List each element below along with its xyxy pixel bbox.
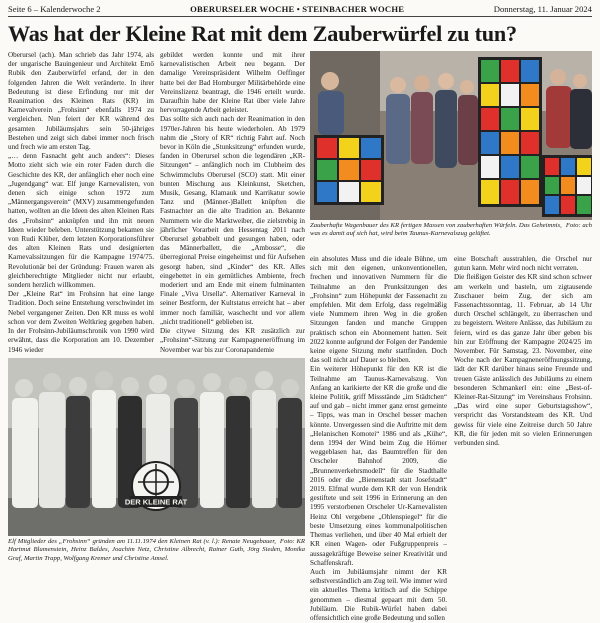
cube-grid-left — [314, 135, 384, 205]
paragraph: Das sollte sich auch nach der Reanimation in den 1970er-Jahren bis heute wiederholen. Ab 1979 nahm die „Story of KR“ richtig Fahrt auf. Noch bevor in Köln die „Stunksitzung“ erfunden wurde, fanden in Oberursel schon die legendären „KR-Sitzungen“ – anfänglich noch im Clubheim des Schwimmclubs Oberursel (SCO) statt. Mit einer bunten Mischung aus Kleinkunst, Sketchen, Musik, Gesang, Klamauk und Karrikatur sowie Tanz und (Männer-)Ballett knüpften die Fastnachter an die alte Tradition an. Bekannte Nummern wie die Marktweiber, die zielstrebig in jährlicher Vorarbeit den Hessentag 2011 nach Oberursel gebabbelt und gesungen haben, oder das Männerballett, die „Ambosse“, die überregional Preise eingeheimst und für Aufsehen gesorgt haben, sind „Kinder“ des KR. Alles eingebettet in ein gemütliches Ambiente, frech moderiert und am Ende mit einem fulminanten Finale „Viva Ursella“. Alternativer Karneval in seiner Bestform, der Kultstatus erreicht hat – aber immer noch familiär, waschecht und vor allem „nicht traditionell“ geblieben ist. — [160, 115, 305, 326]
paragraph: Die fleißigen Geister des KR sind schon schwer am werkeln und basteln, um zigtausende Zuschauer beim Zug, der sich am Fassenachtssonntag, 11. Februar, ab 14 Uhr durch Orschel schlängelt, zu überraschen und zu begeistern. Weitere Anlässe, das Jubiläum zu feiern, wird es das ganze Jahr über geben bis hin zur Eröffnung der Kampagne 2024/25 im November. Für Samstag, 23. November, eine Woche nach der Kampagneneröffnungssitzung, lädt der KR darüber hinaus seine Freunde und treuen Gäste anlässlich des Jubiläums zu einem besonderen Schmankerl ein: eine „Best-of-Kleiner-Rat-Sitzung“ im Vereinshaus Frohsinn. „Das wird eine super Geburtstagsshow“, verspricht das Vorstandsteam des KR. Und gewiss für viele eine Zeitreise durch 50 Jahre KR, die für jeden mit so vielen Erinnerungen verbunden sind. — [454, 273, 592, 448]
paragraph: Ein weiterer Höhepunkt für den KR ist die Teilnahme am Taunus-Karnevalszug. Von Anfang an karikierte der KR die große und die kleine Politik, griff Missstände „im Städtchen“ auf und gab – nicht immer ganz ernst gemeinte – Tipps, was man in Orschel besser machen könnte. Unvergessen sind die Auftritte mit dem „Helanischen Komotei“ 1986 und als „Kühe“, denn 1994 der Wind beim Zug die Hörner weggeblasen hat, das Baumtreffen für den Orscheler Bahnhof 2009, die „Brunnenverkehrsmodell“ für die Stadthalle 2016 oder die „Bienenstadt statt Josefstadt“ 2019. Elfmal wurde dem KR der von Hendrik gestiftete und seit 1996 in Erinnerung an den 1995 verstorbenen Orscheler Ur-Karnevalisten Heinz Ohl vergebene „Ohlenspiegel“ für die beste Umsetzung eines kommunalpolitischen Themas verliehen, und über 40 Mal erhielt der KR einen Wagen- oder Fußgruppenpreis – aussagekräftige Beweise seiner Kreativität und Schaffenskraft. — [310, 365, 447, 567]
header-publication: OBERURSELER WOCHE • STEINBACHER WOCHE — [190, 4, 405, 14]
wagon-builders-image — [310, 51, 592, 220]
cube-grid-right — [478, 57, 542, 207]
caption-text: Elf Mitglieder des „Frohsinn“ gründen am 11.11.1974 den Kleinen Rat (v. l.): Renate Neugebauer, Hartmut Blumenstein, Heinz Baldes, Joachim Netz, Christine Albrecht, Rainer Guth, Jörg Sieden, Monika Graf, Martin Trapp, Wolfgang Kremer und Christine Amsel. — [8, 538, 305, 562]
paragraph: ein absolutes Muss und die ideale Bühne, um sich mit den eigenen, unkonventionellen, frechen und innovativen Nummern für die Teilnahme an den Prunksitzungen des „Frohsinn“ zum Höhepunkt der Fassenacht zu empfehlen. Mit dem Erfolg, dass regelmäßig viele Nummern ihren Weg in die großen Sitzungen fanden und manche Gruppen praktisch schon ein Abonnement hatten. Seit 2022 konnte aufgrund der Folgen der Pandemie keine eigene Sitzung mehr stattfinden. Doch das soll nicht auf Dauer so bleiben. — [310, 255, 447, 365]
paragraph: Der „Kleine Rat“ im Frohsinn hat eine lange Tradition. Doch seine Entstehung verschwindet im Nebel vergangener Zeiten. Den KR muss es wohl schon vor dem Zweiten Weltkrieg gegeben haben. In der Frohsinn-Jubiläumschronik von 1990 wird erwähnt, dass die Korporation am 10. Dezember 1946 wieder — [8, 290, 154, 354]
paragraph: „… denn Fasnacht geht auch anders“: Dieses Motto zieht sich wie ein roter Faden durch die Geschichte des KR, der anfänglich eher noch eine „Jugendgang“ war. Elf junge Karnevalisten, von denen sich einige schon 1972 zum „Männergangsverein“ (MXV) zusammengefunden hatten, wollten an die Ideen des alten Kleinen Rats des „Frohsinn“ anknüpfen und ihn mit neuen Ideen wieder beleben. Unterstützung bekamen sie von Rudi Klüber, dem letzten Korporationsführer des alten Kleinen Rats und designierten Karnevalssitzungen für die Kampagne 1974/75. Revolutionär bei der Gründung: Frauen waren als gleichberechtigte Mitglieder nicht nur erlaubt, sondern herzlich willkommen. — [8, 152, 154, 290]
founders-group-image — [8, 358, 305, 536]
article-column-2 — [160, 51, 305, 353]
article-column-4 — [454, 255, 592, 567]
emblem-text: DER KLEINE RAT — [124, 497, 188, 507]
article-column-3 — [310, 255, 447, 622]
caption-bottom-photo — [8, 538, 305, 567]
paragraph: Oberursel (ach). Man schrieb das Jahr 1974, als der ungarische Bauingenieur und Architekt Ernő Rubik den Zauberwürfel erfand, der in den folgenden Jahren die Welt veränderte. In ihrer Bedeutung ist diese Erfindung nur mit der Reanimation des Kleinen Rats (KR) im Karnevalverein „Frohsinn“ ebenfalls 1974 zu vergleichen. Nun feiert der KR während des gesamten Jubiläumsjahrs sein 50-jähriges Bestehen und zeigt sich dabei immer noch frisch und frech wie am ersten Tag. — [8, 51, 154, 152]
caption-text: Zauberhafte Wagenbauer des KR fertigen Massen von zauberhaften Würfeln. Das Geheimnis, was es damit auf sich hat, wird beim Taunus-Karnevalszug gelüftet. — [310, 222, 562, 238]
cube-grid-bottom — [542, 155, 592, 217]
paragraph: gebildet werden konnte und mit ihrer karnevalistischen Arbeit neu begann. Der damalige Vereinspräsident Wilhelm Oeffinger hatte bei der Bad Homburger Militärbehörde eine Vereinslizenz beantragt, die 1946 erteilt wurde. Daraufhin habe der Kleine Rat über viele Jahre hervorragende Arbeit geleistet. — [160, 51, 305, 115]
article-body — [8, 51, 592, 622]
running-header — [8, 4, 592, 17]
paragraph: eine Botschaft ausstrahlen, die Orschel nur gutun kann. Mehr wird noch nicht verraten. — [454, 255, 592, 273]
article-headline: Was hat der Kleine Rat mit dem Zauberwürfel zu tun? — [8, 21, 517, 46]
paragraph: Auch im Jubiläumsjahr nimmt der KR selbstverständlich am Zug teil. Wie immer wird ein aktuelles Thema kritisch auf die Schippe genommen – diesmal gepaart mit dem 50. Jubiläum. Die Rubik-Würfel haben dabei offensichtlich eine große Bedeutung und sollen — [310, 567, 447, 622]
header-page-info: Seite 6 – Kalenderwoche 2 — [8, 4, 101, 14]
caption-top-photo — [310, 222, 592, 253]
article-column-1 — [8, 51, 154, 353]
photo-wagon-builders — [310, 51, 592, 220]
header-date: Donnerstag, 11. Januar 2024 — [493, 4, 592, 14]
photo-credit-top: Foto: ach — [565, 222, 592, 229]
photo-founders-1974 — [8, 358, 305, 536]
photo-credit-bottom: Foto: KR — [279, 538, 305, 545]
paragraph: Die citywe Sitzung des KR zusätzlich zur „Frohsinn“-Sitzung zur Kampagneneröffnung im November war bis zur Coronapandemie — [160, 327, 305, 354]
newspaper-page — [8, 4, 592, 622]
